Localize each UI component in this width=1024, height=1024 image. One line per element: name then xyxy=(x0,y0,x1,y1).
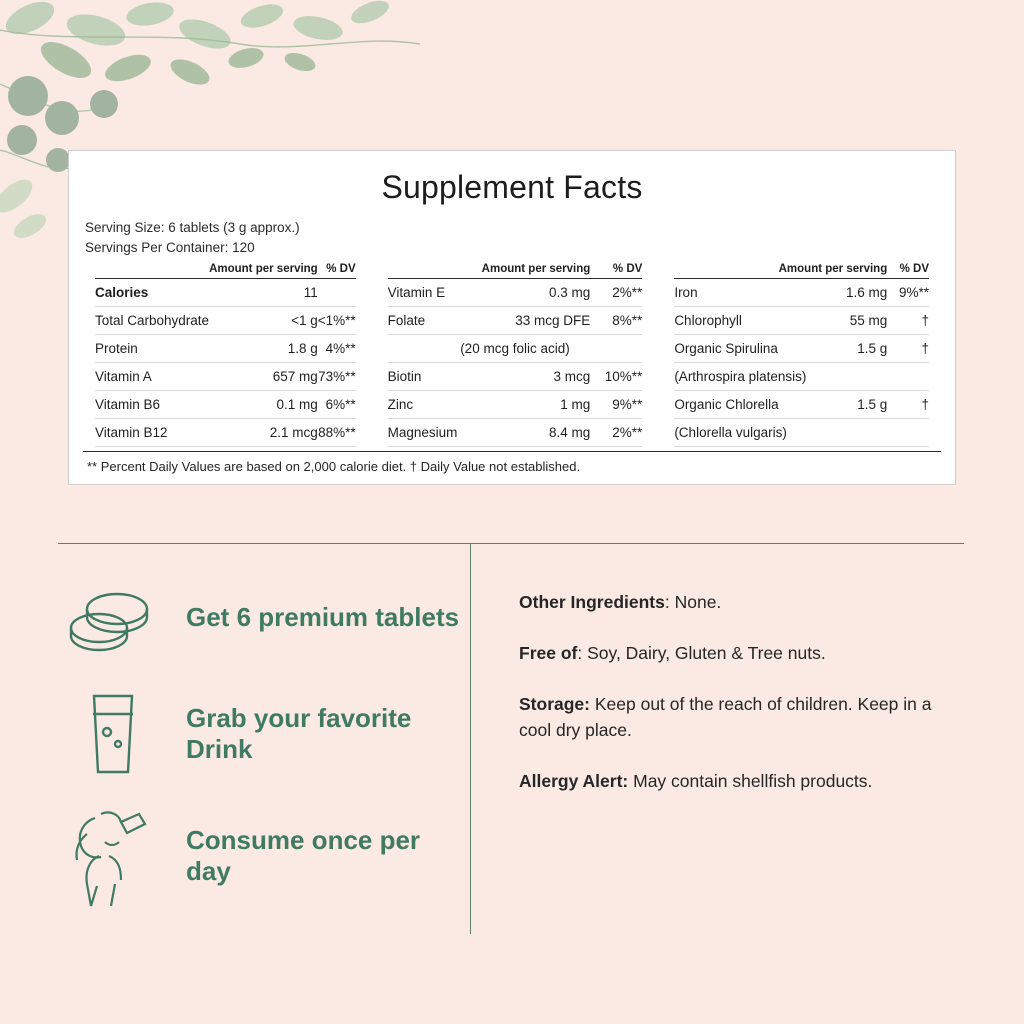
table-row xyxy=(674,279,929,307)
col-header-dv: % DV xyxy=(887,263,929,279)
nutrient-amount: 1 mg xyxy=(467,391,590,419)
col-header-blank xyxy=(95,263,209,279)
table-row xyxy=(674,307,929,335)
nutrient-dv: 73%** xyxy=(318,363,356,391)
col-header-blank xyxy=(674,263,778,279)
note-label: Storage: xyxy=(519,694,590,715)
note-body: None. xyxy=(674,591,722,612)
usage-steps xyxy=(58,544,470,934)
nutrient-amount: 8.4 mg xyxy=(467,419,590,447)
nutrient-amount: 657 mg xyxy=(209,363,318,391)
list-item xyxy=(58,804,470,908)
nutrient-column-3 xyxy=(662,263,941,447)
nutrient-dv: † xyxy=(887,391,929,419)
table-row xyxy=(388,307,643,335)
note-body: May contain shellfish products. xyxy=(633,771,873,791)
nutrient-name: Vitamin B12 xyxy=(95,419,209,447)
table-row xyxy=(95,307,356,335)
nutrient-name: Folate xyxy=(388,307,467,335)
step-label: Consume once per day xyxy=(186,824,421,886)
note-free-of xyxy=(519,641,949,666)
nutrient-name: Vitamin E xyxy=(388,279,467,307)
table-row xyxy=(388,391,643,419)
table-row xyxy=(674,363,929,391)
nutrient-amount: 1.5 g xyxy=(779,391,888,419)
note-allergy-alert xyxy=(519,769,949,794)
note-separator: : xyxy=(577,642,588,663)
step-label: Get 6 premium tablets xyxy=(186,602,460,633)
nutrient-name: Vitamin A xyxy=(95,363,209,391)
table-row xyxy=(95,419,356,447)
note-other-ingredients xyxy=(519,590,949,615)
note-label: Other Ingredients xyxy=(519,591,665,612)
note-label: Free of xyxy=(519,642,578,663)
nutrient-dv xyxy=(318,279,356,307)
nutrient-subnote: (20 mcg folic acid) xyxy=(388,335,643,363)
nutrient-name: Zinc xyxy=(388,391,467,419)
nutrient-name: Total Carbohydrate xyxy=(95,307,209,335)
supplement-facts-panel xyxy=(68,150,956,485)
table-row xyxy=(388,279,643,307)
nutrient-dv: 6%** xyxy=(318,391,356,419)
list-item xyxy=(58,688,470,780)
nutrient-dv: 9%** xyxy=(590,391,642,419)
nutrient-amount: 11 xyxy=(209,279,318,307)
nutrient-name: Biotin xyxy=(388,363,467,391)
note-body: Keep out of the reach of children. Keep in a cool dry place. xyxy=(519,694,932,740)
nutrient-dv: 4%** xyxy=(318,335,356,363)
drinking-glass-icon xyxy=(58,688,168,780)
nutrient-name: Vitamin B6 xyxy=(95,391,209,419)
col-header-amount: Amount per serving xyxy=(467,263,590,279)
nutrient-amount: 0.3 mg xyxy=(467,279,590,307)
nutrient-dv: † xyxy=(887,307,929,335)
col-header-amount: Amount per serving xyxy=(209,263,318,279)
nutrient-amount: 0.1 mg xyxy=(209,391,318,419)
serving-info xyxy=(83,218,941,257)
tablets-icon xyxy=(58,583,168,653)
daily-value-footnote: ** Percent Daily Values are based on 2,000 calorie diet. † Daily Value not established. xyxy=(83,451,941,476)
usage-and-notes-section xyxy=(58,543,964,934)
table-row xyxy=(674,419,929,447)
note-separator: : xyxy=(664,591,675,612)
col-header-dv: % DV xyxy=(318,263,356,279)
nutrient-columns xyxy=(83,263,941,447)
nutrient-amount: 2.1 mcg xyxy=(209,419,318,447)
nutrient-name: Chlorophyll xyxy=(674,307,778,335)
nutrient-dv: 10%** xyxy=(590,363,642,391)
table-row xyxy=(388,335,643,363)
nutrient-amount: 1.6 mg xyxy=(779,279,888,307)
nutrient-amount: 1.5 g xyxy=(779,335,888,363)
nutrient-name: Organic Chlorella xyxy=(674,391,778,419)
nutrient-name: Magnesium xyxy=(388,419,467,447)
nutrient-dv: 8%** xyxy=(590,307,642,335)
product-notes xyxy=(471,544,964,934)
nutrient-dv: 2%** xyxy=(590,279,642,307)
person-drinking-icon xyxy=(58,804,168,908)
table-row xyxy=(388,363,643,391)
nutrient-dv: 2%** xyxy=(590,419,642,447)
nutrient-subnote: (Chlorella vulgaris) xyxy=(674,419,929,447)
col-header-dv: % DV xyxy=(590,263,642,279)
nutrient-table xyxy=(674,263,929,447)
table-row xyxy=(95,335,356,363)
table-row xyxy=(674,335,929,363)
table-row xyxy=(388,419,643,447)
nutrient-column-1 xyxy=(83,263,368,447)
nutrient-name: Protein xyxy=(95,335,209,363)
nutrient-dv: 88%** xyxy=(318,419,356,447)
nutrient-table xyxy=(95,263,356,447)
table-row xyxy=(95,279,356,307)
nutrient-column-2 xyxy=(376,263,655,447)
supplement-facts-title: Supplement Facts xyxy=(381,169,643,205)
nutrient-name: Organic Spirulina xyxy=(674,335,778,363)
nutrient-amount: 3 mcg xyxy=(467,363,590,391)
note-storage xyxy=(519,692,949,743)
nutrient-subnote: (Arthrospira platensis) xyxy=(674,363,929,391)
servings-per-container: Servings Per Container: 120 xyxy=(85,239,255,255)
note-body: Soy, Dairy, Gluten & Tree nuts. xyxy=(587,642,826,663)
nutrient-amount: 1.8 g xyxy=(209,335,318,363)
table-row xyxy=(95,363,356,391)
nutrient-amount: 33 mcg DFE xyxy=(467,307,590,335)
nutrient-dv: <1%** xyxy=(318,307,356,335)
nutrient-dv: † xyxy=(887,335,929,363)
note-label: Allergy Alert: xyxy=(519,771,629,791)
nutrient-amount: <1 g xyxy=(209,307,318,335)
step-label: Grab your favorite Drink xyxy=(186,702,412,764)
nutrient-dv: 9%** xyxy=(887,279,929,307)
col-header-blank xyxy=(388,263,467,279)
nutrient-name: Calories xyxy=(95,279,209,307)
table-row xyxy=(674,391,929,419)
nutrient-amount: 55 mg xyxy=(779,307,888,335)
serving-size: Serving Size: 6 tablets (3 g approx.) xyxy=(85,220,300,235)
list-item xyxy=(58,572,470,664)
col-header-amount: Amount per serving xyxy=(779,263,888,279)
nutrient-table xyxy=(388,263,643,447)
table-row xyxy=(95,391,356,419)
nutrient-name: Iron xyxy=(674,279,778,307)
